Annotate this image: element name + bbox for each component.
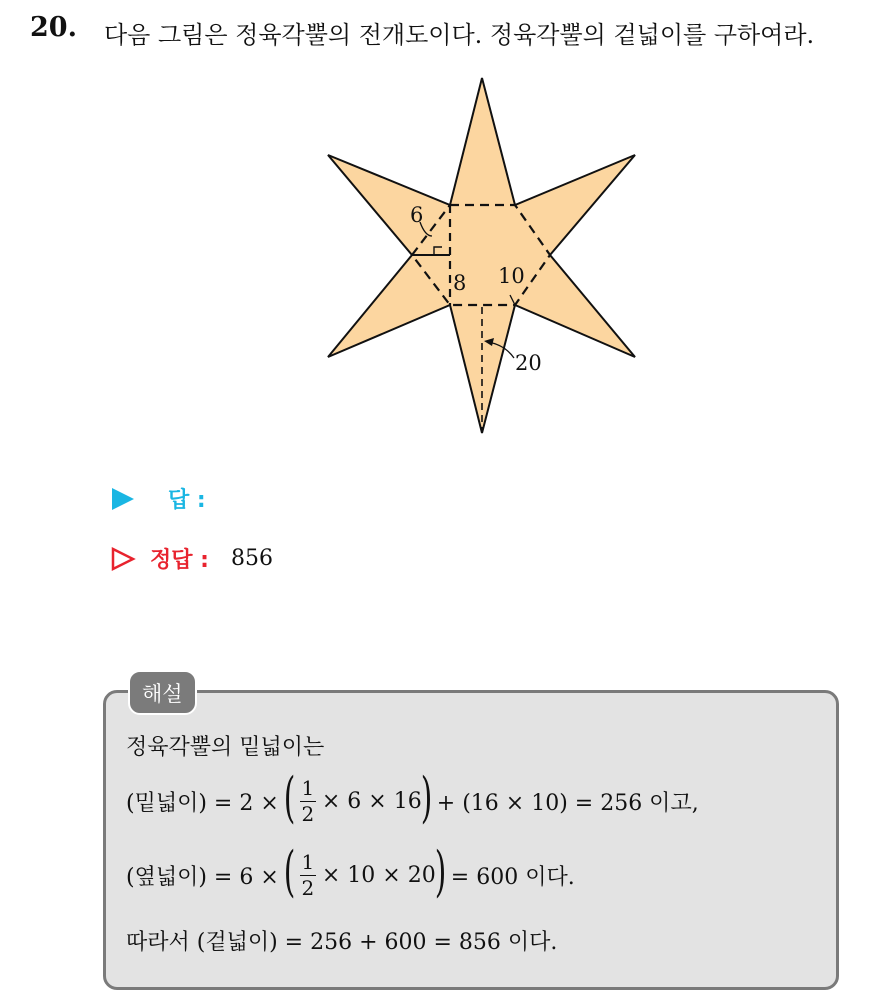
right-paren: ) — [434, 840, 447, 903]
correct-answer-label: 정답 : — [150, 548, 209, 573]
fraction-half — [300, 775, 316, 826]
solution-line-3 — [126, 840, 575, 903]
hexagonal-pyramid-net-figure — [320, 70, 650, 445]
base-area-rhs: + (16 × 10) = 256 이고, — [436, 790, 699, 816]
label-slant-height: 20 — [515, 351, 542, 375]
right-paren: ) — [420, 766, 433, 829]
base-area-lhs: (밑넓이) = 2 × — [126, 790, 279, 816]
label-face-width: 10 — [498, 264, 525, 288]
solution-tag: 해설 — [128, 670, 197, 715]
solution-line-2 — [126, 766, 699, 829]
answer-label: 답 : — [168, 488, 206, 513]
question-text: 다음 그림은 정육각뿔의 전개도이다. 정육각뿔의 겉넓이를 구하여라. — [104, 21, 815, 49]
question-number: 20. — [30, 12, 77, 43]
correct-answer-value: 856 — [230, 546, 273, 571]
play-outline-icon — [110, 546, 136, 572]
left-paren: ( — [283, 840, 296, 903]
fraction-denominator: 2 — [301, 875, 315, 900]
lateral-area-inner: × 10 × 20 — [321, 862, 436, 888]
label-base-apothem: 8 — [453, 271, 467, 295]
fraction-numerator: 1 — [301, 849, 315, 874]
solution-line-1: 정육각뿔의 밑넓이는 — [126, 735, 325, 760]
answer-row — [110, 483, 206, 514]
lateral-area-lhs: (옆넓이) = 6 × — [126, 864, 279, 890]
fraction-half — [300, 849, 316, 900]
base-area-inner: × 6 × 16 — [321, 788, 422, 814]
fraction-numerator: 1 — [301, 775, 315, 800]
lateral-area-rhs: = 600 이다. — [450, 864, 575, 890]
label-base-side: 6 — [410, 203, 424, 227]
play-icon — [110, 486, 136, 512]
left-paren: ( — [283, 766, 296, 829]
correct-answer-row — [110, 543, 273, 574]
fraction-denominator: 2 — [301, 801, 315, 826]
solution-line-4: 따라서 (겉넓이) = 256 + 600 = 856 이다. — [126, 930, 558, 955]
